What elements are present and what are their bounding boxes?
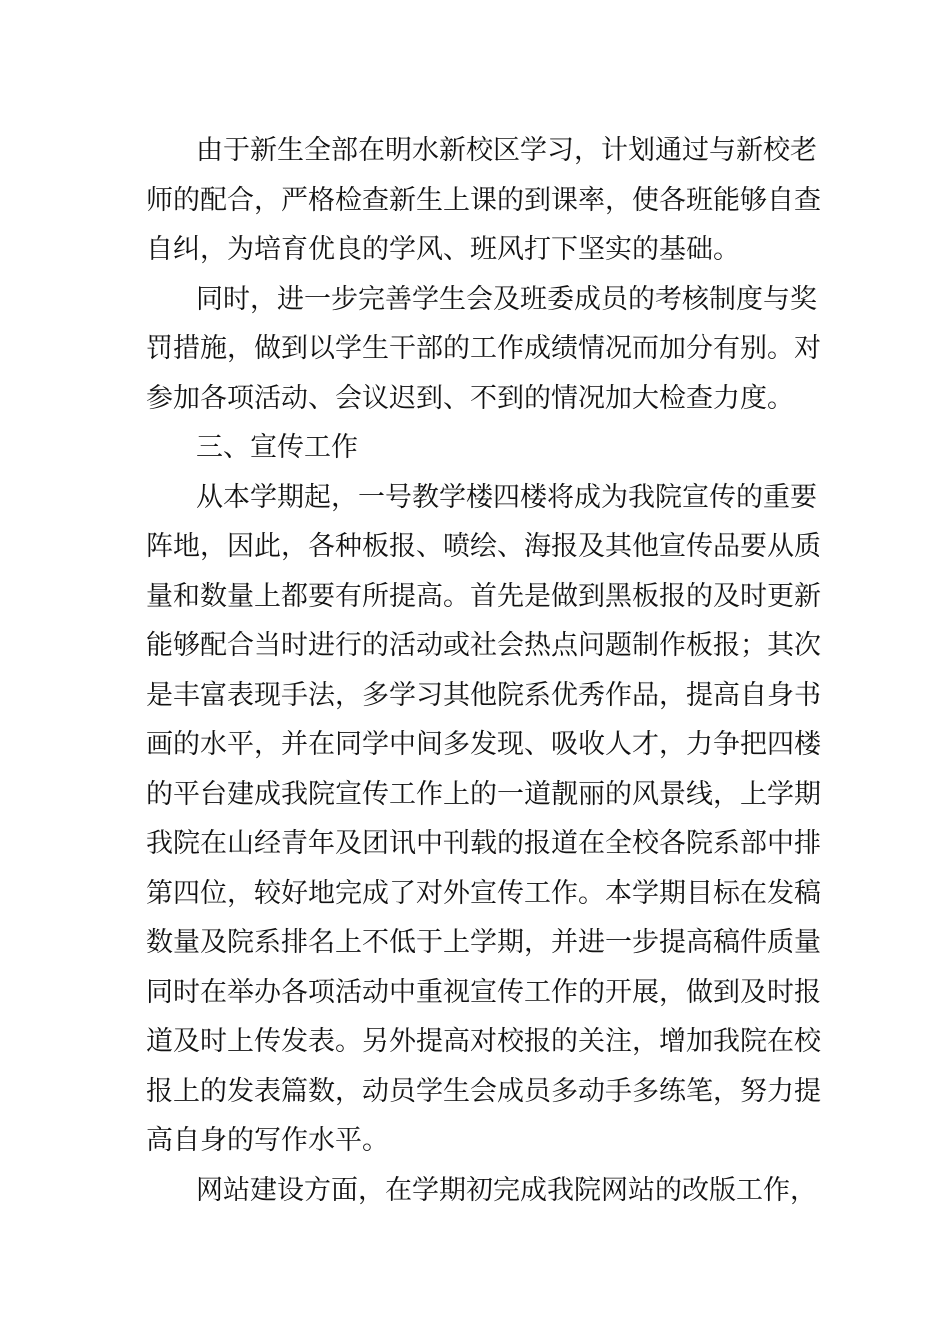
text-line: 是丰富表现手法，多学习其他院系优秀作品，提高自身书 [146,679,821,711]
text-line: 量和数量上都要有所提高。首先是做到黑板报的及时更新 [146,580,821,612]
text-line: 道及时上传发表。另外提高对校报的关注，增加我院在校 [146,1026,821,1057]
text-line: 参加各项活动、会议迟到、不到的情况加大检查力度。 [146,382,794,414]
text-line: 阵地，因此，各种板报、喷绘、海报及其他宣传品要从质 [146,531,821,562]
text-line: 同时在举办各项活动中重视宣传工作的开展，做到及时报 [146,976,821,1008]
text-line: 由于新生全部在明水新校区学习，计划通过与新校老 [196,135,817,166]
text-line: 高自身的写作水平。 [146,1125,389,1156]
text-line: 我院在山经青年及团讯中刊载的报道在全校各院系部中排 [146,828,821,859]
text-line: 从本学期起，一号教学楼四楼将成为我院宣传的重要 [196,481,817,513]
text-line: 画的水平，并在同学中间多发现、吸收人才，力争把四楼 [146,729,821,760]
text-line: 师的配合，严格检查新生上课的到课率，使各班能够自查 [146,184,821,216]
text-line: 数量及院系排名上不低于上学期，并进一步提高稿件质量 [146,927,821,958]
text-line: 同时，进一步完善学生会及班委成员的考核制度与奖 [196,283,817,315]
text-line: 的平台建成我院宣传工作上的一道靓丽的风景线，上学期 [146,778,821,810]
text-line: 能够配合当时进行的活动或社会热点问题制作板报；其次 [146,630,821,661]
text-line: 报上的发表篇数，动员学生会成员多动手多练笔，努力提 [146,1075,821,1107]
section-heading: 三、宣传工作 [196,432,358,463]
text-line: 罚措施，做到以学生干部的工作成绩情况而加分有别。对 [146,333,821,364]
text-line: 网站建设方面，在学期初完成我院网站的改版工作， [196,1174,817,1206]
text-line: 自纠，为培育优良的学风、班风打下坚实的基础。 [146,234,740,265]
document-body [146,126,821,1215]
text-line: 第四位，较好地完成了对外宣传工作。本学期目标在发稿 [146,877,821,909]
